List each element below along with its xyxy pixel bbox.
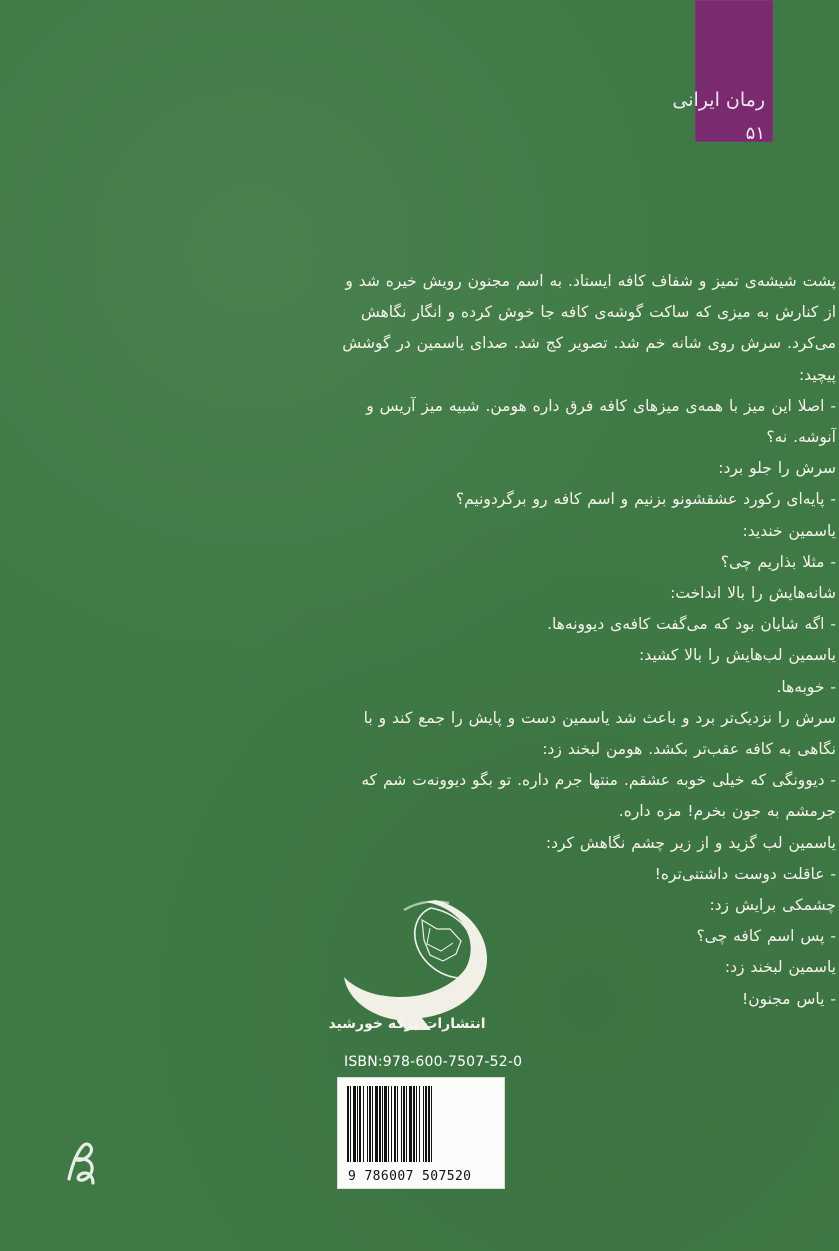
story-line-2: از کنارش به میزی که ساکت گوشه‌ی کافه جا خوش کرده و انگار نگاهش: [360, 303, 836, 322]
barcode: [337, 1077, 505, 1189]
story-line-8: - پایه‌ای رکورد عشقشونو بزنیم و اسم کافه رو برگردونیم؟: [455, 490, 836, 509]
story-line-1: پشت شیشه‌ی تمیز و شفاف کافه ایستاد. به اسم مجنون رویش خیره شد و: [345, 272, 836, 290]
isbn-label: ISBN:978-600-7507-52-0: [344, 1054, 523, 1070]
story-line-16: نگاهی به کافه عقب‌تر بکشد. هومن لبخند زد:: [542, 740, 836, 759]
story-line-13: یاسمین لب‌هایش را بالا کشید:: [639, 646, 836, 665]
story-line-19: یاسمین لب گزید و از زیر چشم نگاهش کرد:: [545, 833, 836, 852]
story-line-10: - مثلا بذاریم چی؟: [720, 552, 836, 571]
story-line-21: چشمکی برایش زد:: [709, 896, 836, 915]
story-line-4: پیچید:: [798, 365, 836, 384]
story-line-5: - اصلا این میز با همه‌ی میزهای کافه فرق داره هومن. شبیه میز آریس و: [366, 396, 836, 415]
publisher-name: انتشارات برکه خورشید: [328, 1016, 486, 1032]
series-number: ۵۱: [745, 123, 765, 144]
story-line-23: یاسمین لبخند زد:: [724, 958, 836, 977]
story-line-20: - عاقلت دوست داشتنی‌تره!: [654, 864, 836, 883]
story-line-3: می‌کرد. سرش روی شانه خم شد. تصویر کج شد. صدای یاسمین در گوشش: [342, 334, 836, 353]
story-line-24: - یاس مجنون!: [742, 989, 836, 1008]
story-line-22: - پس اسم کافه چی؟: [696, 927, 836, 946]
series-title: رمان ایرانی: [672, 89, 765, 111]
story-line-7: سرش را جلو برد:: [718, 459, 836, 478]
series-label-box: [672, 0, 773, 144]
barcode-bars: [343, 1084, 499, 1168]
story-line-6: آنوشه. نه؟: [766, 428, 836, 447]
story-line-18: جرمشم به جون بخرم! مزه داره.: [618, 802, 836, 821]
story-line-17: - دیوونگی که خیلی خوبه عشقم. منتها جرم داره. تو بگو دیوونه‌ت شم که: [361, 771, 836, 790]
story-line-14: - خوبه‌ها.: [776, 677, 836, 696]
signature-icon: [57, 1137, 107, 1192]
publisher-logo-icon: [327, 882, 497, 1037]
story-line-9: یاسمین خندید:: [742, 521, 836, 540]
story-line-12: - اگه شایان بود که می‌گفت کافه‌ی دیوونه‌ها.: [547, 615, 836, 634]
story-line-11: شانه‌هایش را بالا انداخت:: [670, 584, 836, 603]
barcode-number: 9 786007 507520: [348, 1169, 472, 1184]
story-line-15: سرش را نزدیک‌تر برد و باعث شد یاسمین دست و پایش را جمع کند و با: [363, 708, 836, 727]
